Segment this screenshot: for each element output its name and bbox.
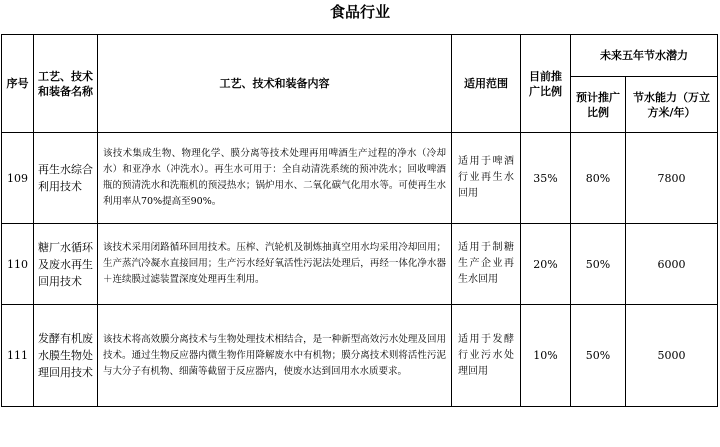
row-water-saving: 6000 [626,224,718,305]
table-row [2,224,718,305]
row-seq: 110 [2,224,34,305]
row-name: 发酵有机废水膜生物处理回用技术 [34,305,98,407]
row-water-saving: 5000 [626,305,718,407]
row-seq: 111 [2,305,34,407]
header-seq: 序号 [2,35,34,133]
header-current-ratio: 目前推广比例 [521,35,571,133]
row-content: 该技术将高效膜分离技术与生物处理技术相结合，是一种新型高效污水处理及回用技术。通过生物反应器内微生物作用降解废水中有机物；膜分离技术则将活性污泥与大分子有机物、细菌等截留于反应器内，使废水达到回用水水质要求。 [98,305,452,407]
technology-table [1,34,718,407]
row-name: 再生水综合利用技术 [34,133,98,224]
row-expected-ratio: 80% [571,133,626,224]
row-expected-ratio: 50% [571,224,626,305]
row-water-saving: 7800 [626,133,718,224]
row-expected-ratio: 50% [571,305,626,407]
row-seq: 109 [2,133,34,224]
header-scope: 适用范围 [452,35,521,133]
header-name: 工艺、技术和装备名称 [34,35,98,133]
header-water-saving: 节水能力（万立方米/年） [626,77,718,133]
table-row [2,305,718,407]
row-scope: 适用于制糖生产企业再生水回用 [452,224,521,305]
header-content: 工艺、技术和装备内容 [98,35,452,133]
row-name: 糖厂水循环及废水再生回用技术 [34,224,98,305]
row-scope: 适用于啤酒行业再生水回用 [452,133,521,224]
header-potential-group: 未来五年节水潜力 [571,35,718,77]
row-current-ratio: 35% [521,133,571,224]
row-current-ratio: 20% [521,224,571,305]
table-row [2,133,718,224]
header-row-1 [2,35,718,77]
row-content: 该技术采用闭路循环回用技术。压榨、汽轮机及制炼抽真空用水均采用冷却回用；生产蒸汽冷凝水直接回用；生产污水经好氧活性污泥法处理后，再经一体化净水器＋连续膜过滤装置深度处理再生利用。 [98,224,452,305]
row-scope: 适用于发酵行业污水处理回用 [452,305,521,407]
row-content: 该技术集成生物、物理化学、膜分离等技术处理再用啤酒生产过程的净水（冷却水）和亚净水（冲洗水）。再生水可用于：全自动清洗系统的预冲洗水；回收啤酒瓶的预清洗水和洗瓶机的预浸热水；锅炉用水、二氧化碳气化用水等。可使再生水利用率从70%提高至90%。 [98,133,452,224]
page-title: 食品行业 [329,3,390,21]
row-current-ratio: 10% [521,305,571,407]
header-expected-ratio: 预计推广比例 [571,77,626,133]
